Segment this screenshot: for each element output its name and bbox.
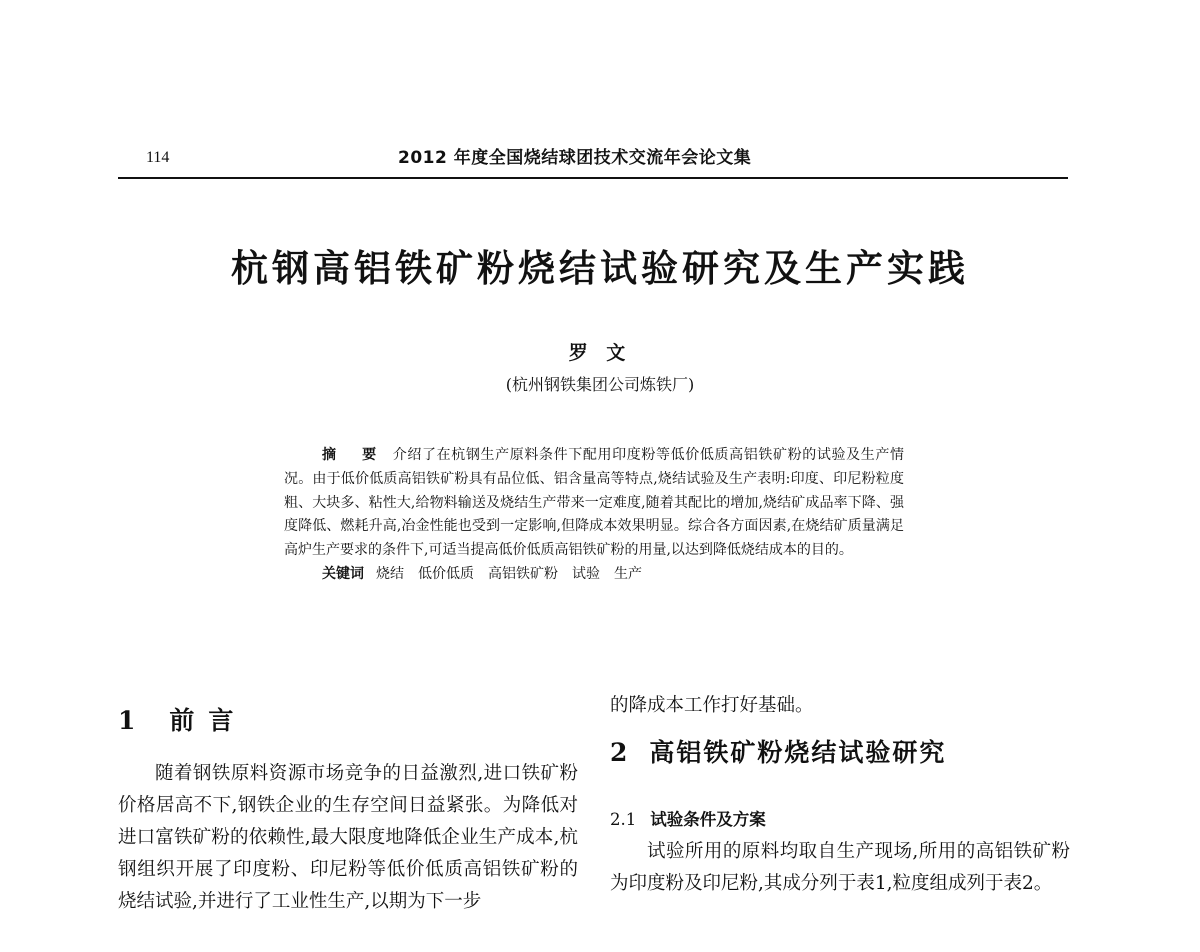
subsection-heading [610,808,766,832]
keyword-item: 生产 [614,565,642,582]
page-number: 114 [146,149,170,166]
introduction-paragraph: 随着钢铁原料资源市场竞争的日益激烈,进口铁矿粉价格居高不下,钢铁企业的生存空间日益紧张。为降低对进口富铁矿粉的依赖性,最大限度地降低企业生产成本,杭钢组织开展了印度粉、印尼粉等低价低质高铝铁矿粉的烧结试验,并进行了工业性生产,以期为下一步 [118,763,578,912]
author-affiliation: (杭州钢铁集团公司炼铁厂) [505,375,695,394]
keyword-item: 试验 [572,565,600,582]
subsection-title: 试验条件及方案 [650,810,766,829]
section-title: 高铝铁矿粉烧结试验研究 [649,738,947,767]
abstract-text: 介绍了在杭钢生产原料条件下配用印度粉等低价低质高铝铁矿粉的试验及生产情况。由于低价低质高铝铁矿粉具有品位低、铝含量高等特点,烧结试验及生产表明:印度、印尼粉粒度粗、大块多、粘性大,给物料输送及烧结生产带来一定难度,随着其配比的增加,烧结矿成品率下降、强度降低、燃耗升高,冶金性能也受到一定影响,但降成本效果明显。综合各方面因素,在烧结矿质量满足高炉生产要求的条件下,可适当提高低价低质高铝铁矿粉的用量,以达到降低烧结成本的目的。 [284,447,904,559]
section-heading-experiment [610,736,946,770]
paper-title: 杭钢高铝铁矿粉烧结试验研究及生产实践 [231,247,969,290]
right-column [610,690,1070,952]
abstract-label: 摘 要 [322,447,387,463]
section-number: 1 [118,706,150,735]
abstract-block [284,444,904,587]
author-name: 罗 文 [568,342,632,364]
running-header [118,147,1068,177]
keywords-line [284,563,904,587]
introduction-paragraph-continued: 的降成本工作打好基础。 [610,695,814,716]
experiment-paragraph: 试验所用的原料均取自生产现场,所用的高铝铁矿粉为印度粉及印尼粉,其成分列于表1,粒度组成列于表2。 [610,841,1070,894]
header-rule [118,177,1068,179]
journal-title: 2012 年度全国烧结球团技术交流年会论文集 [398,148,752,168]
keywords-label: 关键词 [322,565,364,582]
subsection-number: 2.1 [610,810,637,829]
keyword-item: 低价低质 [418,565,474,582]
section-heading-introduction [118,704,247,738]
section-number: 2 [610,738,630,767]
keyword-item: 高铝铁矿粉 [488,565,558,582]
abstract-paragraph [284,444,904,563]
keyword-item: 烧结 [376,565,404,582]
section-title: 前言 [169,706,248,735]
left-column [118,694,578,952]
